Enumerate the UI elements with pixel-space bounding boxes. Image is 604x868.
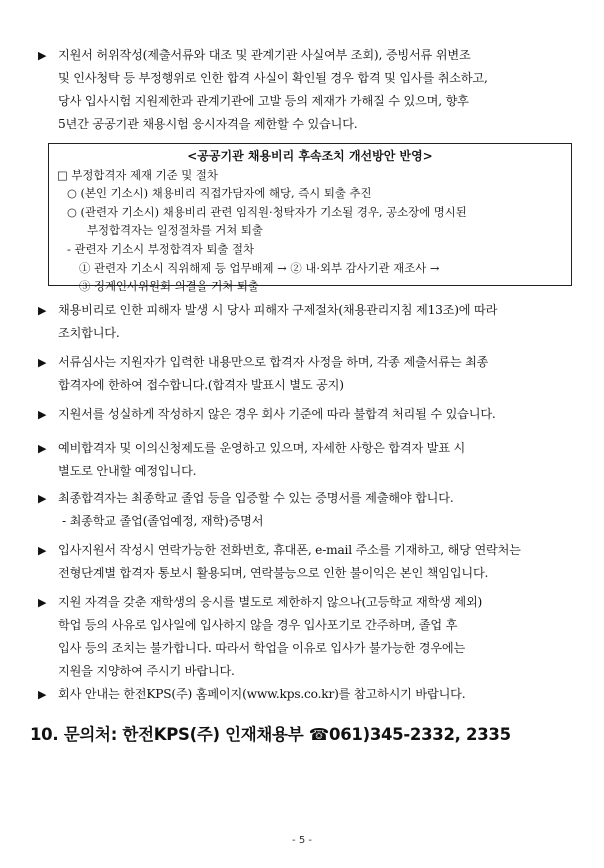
text-line: 입사지원서 작성시 연락가능한 전화번호, 휴대폰, e-mail 주소를 기재하고, 해당 연락처는 xyxy=(58,543,521,557)
notice-contact-info xyxy=(38,539,574,585)
text-line: 회사 안내는 한전KPS(주) 홈페이지(www.kps.co.kr)를 참고하시기 바랍니다. xyxy=(58,687,466,701)
text-line: 예비합격자 및 이의신청제도를 운영하고 있으며, 자세한 사항은 합격자 발표 시 xyxy=(58,441,466,455)
notice-victim-relief xyxy=(38,299,574,345)
box-row: ○ (관련자 기소시) 채용비리 관련 임직원·청탁자가 기소될 경우, 공소장에 명시된 xyxy=(67,204,467,219)
text-line: 학업 등의 사유로 입사일에 입사하지 않을 경우 입사포기로 간주하며, 졸업 후 xyxy=(58,618,458,632)
contact-heading: 10. 문의처: 한전KPS(주) 인재채용부 ☎061)345-2332, 2335 xyxy=(30,725,511,744)
text-line: 지원 자격을 갖춘 재학생의 응시를 별도로 제한하지 않으나(고등학교 재학생 제외) xyxy=(58,595,483,609)
notice-graduation-certificate xyxy=(38,487,574,533)
text-line: 지원을 지양하여 주시기 바랍니다. xyxy=(58,664,235,678)
text-line: 당사 입사시험 지원제한과 관계기관에 고발 등의 제재가 가해질 수 있으며, 향후 xyxy=(58,94,469,108)
box-row: ① 관련자 기소시 직위해제 등 업무배제 → ② 내·외부 감사기관 재조사 → xyxy=(79,260,440,275)
notice-reserve-candidates xyxy=(38,437,574,483)
box-row: ○ (본인 기소시) 채용비리 직접가담자에 해당, 즉시 퇴출 추진 xyxy=(67,186,372,201)
notice-insincere-application xyxy=(38,403,574,426)
text-line: 및 인사청탁 등 부정행위로 인한 합격 사실이 확인될 경우 합격 및 입사를 취소하고, xyxy=(58,71,488,85)
text-line: 최종합격자는 최종학교 졸업 등을 입증할 수 있는 증명서를 제출해야 합니다. xyxy=(58,491,454,505)
box-row: □ 부정합격자 제재 기준 및 절차 xyxy=(57,167,218,182)
text-line: 별도로 안내할 예정입니다. xyxy=(58,464,197,478)
notice-enrolled-students xyxy=(38,591,574,683)
bullet-arrow-icon: ▶ xyxy=(38,688,47,701)
box-title: <공공기관 채용비리 후속조치 개선방안 반영> xyxy=(187,149,433,163)
bullet-arrow-icon: ▶ xyxy=(38,49,47,62)
text-line: 전형단계별 합격자 통보시 활용되며, 연락불능으로 인한 불이익은 본인 책임입니다. xyxy=(58,566,489,580)
text-line: 조치합니다. xyxy=(58,326,120,340)
text-line: 채용비리로 인한 피해자 발생 시 당사 피해자 구제절차(채용관리지침 제13조)에 따라 xyxy=(58,303,498,317)
text-line: 지원서를 성실하게 작성하지 않은 경우 회사 기준에 따라 불합격 처리될 수 있습니다. xyxy=(58,407,496,421)
text-line: 서류심사는 지원자가 입력한 내용만으로 합격자 사정을 하며, 각종 제출서류는 최종 xyxy=(58,355,489,369)
text-line: 5년간 공공기관 채용시험 응시자격을 제한할 수 있습니다. xyxy=(58,117,358,131)
bullet-arrow-icon: ▶ xyxy=(38,408,47,421)
bullet-arrow-icon: ▶ xyxy=(38,596,47,609)
text-line: 합격자에 한하여 접수합니다.(합격자 발표시 별도 공지) xyxy=(58,378,344,392)
box-row: 부정합격자는 일정절차를 거쳐 퇴출 xyxy=(87,223,263,238)
notice-falsification xyxy=(38,44,574,136)
notice-document-screening xyxy=(38,351,574,397)
bullet-arrow-icon: ▶ xyxy=(38,492,47,505)
hiring-corruption-measures-box xyxy=(48,143,572,294)
text-line: 입사 등의 조치는 불가합니다. 따라서 학업을 이유로 입사가 불가능한 경우에는 xyxy=(58,641,466,655)
text-line: 지원서 허위작성(제출서류와 대조 및 관계기관 사실여부 조회), 증빙서류 위변조 xyxy=(58,48,471,62)
bullet-arrow-icon: ▶ xyxy=(38,442,47,455)
notice-company-homepage xyxy=(38,683,574,706)
bullet-arrow-icon: ▶ xyxy=(38,304,47,317)
box-row: - 관련자 기소시 부정합격자 퇴출 절차 xyxy=(67,241,255,256)
page-number: - 5 - xyxy=(292,835,312,846)
box-row: ③ 징계인사위원회 의결을 거쳐 퇴출 xyxy=(79,279,259,294)
text-line: - 최종학교 졸업(졸업예정, 재학)증명서 xyxy=(62,514,264,528)
bullet-arrow-icon: ▶ xyxy=(38,356,47,369)
bullet-arrow-icon: ▶ xyxy=(38,544,47,557)
